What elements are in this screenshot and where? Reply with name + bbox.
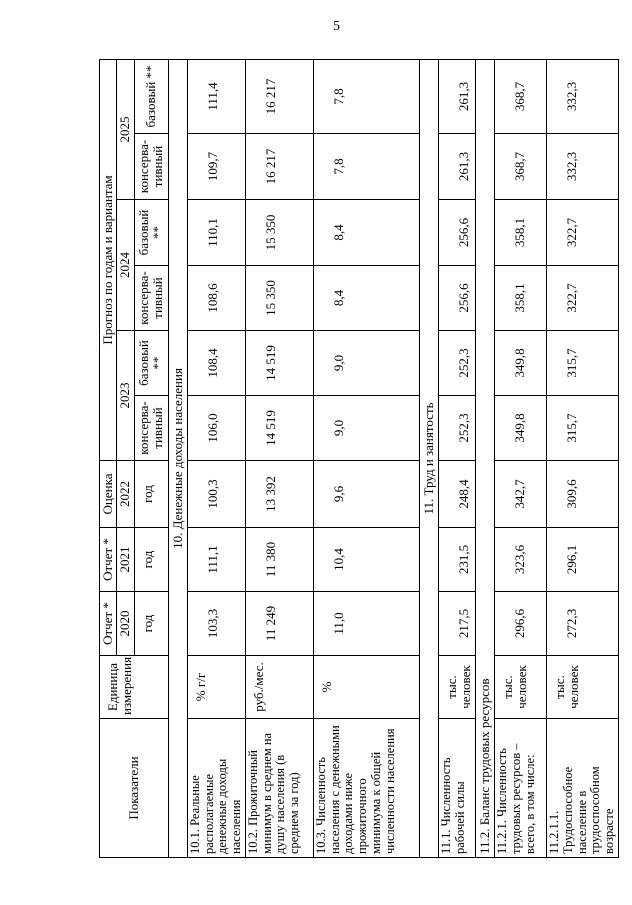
row-label: 10.2. Прожиточный минимум в среднем на душу населения (в среднем за год) [245, 719, 313, 858]
row-label: 10.1. Реальные располагаемые денежные доходы населения [187, 719, 245, 858]
cell-value: 323,6 [495, 528, 547, 592]
row-unit: тыс. человек [547, 656, 619, 719]
forecast-table [99, 59, 619, 858]
cell-value: 315,7 [547, 396, 619, 461]
cell-value: 11 249 [245, 592, 313, 656]
cell-value: 103,3 [187, 592, 245, 656]
cell-value: 322,7 [547, 266, 619, 331]
cell-value: 217,5 [439, 592, 476, 656]
cell-value: 108,6 [187, 266, 245, 331]
cell-value: 309,6 [547, 461, 619, 528]
section-balance: 11.2. Баланс трудовых ресурсов [475, 59, 494, 857]
cell-value: 14 519 [245, 396, 313, 461]
cell-value: 332,3 [547, 134, 619, 200]
cell-value: 108,4 [187, 331, 245, 396]
header-year-2023: 2023 [117, 331, 134, 461]
cell-value: 342,7 [495, 461, 547, 528]
page-number: 5 [333, 19, 340, 34]
header-estimate: Оценка [100, 461, 117, 528]
row-label: 10.3. Численность населения с денежными доходами ниже прожиточного минимума к общей численности населения [313, 719, 419, 858]
row-unit: % [313, 656, 419, 719]
cell-value: 106,0 [187, 396, 245, 461]
header-year-2020: 2020 [117, 592, 134, 656]
cell-value: 11,0 [313, 592, 419, 656]
cell-value: 8,4 [313, 200, 419, 266]
cell-value: 322,7 [547, 200, 619, 266]
cell-value: 10,4 [313, 528, 419, 592]
section-labor: 11. Труд и занятость [419, 59, 438, 857]
header-year-2022: 2022 [117, 461, 134, 528]
cell-value: 16 217 [245, 59, 313, 133]
header-year-word-2020: год [134, 592, 168, 656]
header-conservative-2024: консерва-тивный [134, 266, 168, 331]
cell-value: 15 350 [245, 266, 313, 331]
header-year-2025: 2025 [117, 59, 134, 199]
header-base-2023: базовый ** [134, 331, 168, 396]
cell-value: 349,8 [495, 331, 547, 396]
cell-value: 315,7 [547, 331, 619, 396]
row-label: 11.2.1.1. Трудоспособное население в трудоспособном возрасте [547, 719, 619, 858]
cell-value: 332,3 [547, 59, 619, 133]
cell-value: 349,8 [495, 396, 547, 461]
cell-value: 13 392 [245, 461, 313, 528]
section-income: 10. Денежные доходы населения [168, 59, 187, 857]
row-unit: % г/г [187, 656, 245, 719]
row-unit: тыс. человек [495, 656, 547, 719]
cell-value: 14 519 [245, 331, 313, 396]
header-year-word-2022: год [134, 461, 168, 528]
row-unit: руб./мес. [245, 656, 313, 719]
cell-value: 252,3 [439, 331, 476, 396]
header-report-2020: Отчет * [100, 592, 117, 656]
cell-value: 11 380 [245, 528, 313, 592]
header-forecast: Прогноз по годам и вариантам [100, 59, 117, 460]
cell-value: 7,8 [313, 59, 419, 133]
cell-value: 296,6 [495, 592, 547, 656]
cell-value: 272,3 [547, 592, 619, 656]
header-year-2021: 2021 [117, 528, 134, 592]
cell-value: 111,4 [187, 59, 245, 133]
cell-value: 16 217 [245, 134, 313, 200]
cell-value: 261,3 [439, 134, 476, 200]
row-unit: тыс. человек [439, 656, 476, 719]
header-conservative-2023: консерва-тивный [134, 396, 168, 461]
header-conservative-2025: консерва-тивный [134, 134, 168, 200]
cell-value: 231,5 [439, 528, 476, 592]
header-year-2024: 2024 [117, 200, 134, 331]
cell-value: 358,1 [495, 266, 547, 331]
cell-value: 9,6 [313, 461, 419, 528]
cell-value: 8,4 [313, 266, 419, 331]
header-report-2021: Отчет * [100, 528, 117, 592]
cell-value: 9,0 [313, 331, 419, 396]
cell-value: 296,1 [547, 528, 619, 592]
cell-value: 109,7 [187, 134, 245, 200]
cell-value: 256,6 [439, 200, 476, 266]
cell-value: 100,3 [187, 461, 245, 528]
cell-value: 9,0 [313, 396, 419, 461]
row-label: 11.1. Численность рабочей силы [439, 719, 476, 858]
header-year-word-2021: год [134, 528, 168, 592]
row-label: 11.2.1. Численность трудовых ресурсов – всего, в том числе: [495, 719, 547, 858]
cell-value: 248,4 [439, 461, 476, 528]
cell-value: 7,8 [313, 134, 419, 200]
header-indicators: Показатели [100, 719, 169, 858]
header-base-2024: базовый ** [134, 200, 168, 266]
cell-value: 368,7 [495, 134, 547, 200]
header-unit: Единица измерения [100, 656, 169, 719]
cell-value: 15 350 [245, 200, 313, 266]
cell-value: 256,6 [439, 266, 476, 331]
rotated-table-container [99, 60, 617, 858]
cell-value: 368,7 [495, 59, 547, 133]
cell-value: 358,1 [495, 200, 547, 266]
cell-value: 110,1 [187, 200, 245, 266]
cell-value: 111,1 [187, 528, 245, 592]
cell-value: 252,3 [439, 396, 476, 461]
cell-value: 261,3 [439, 59, 476, 133]
header-base-2025: базовый ** [134, 59, 168, 133]
